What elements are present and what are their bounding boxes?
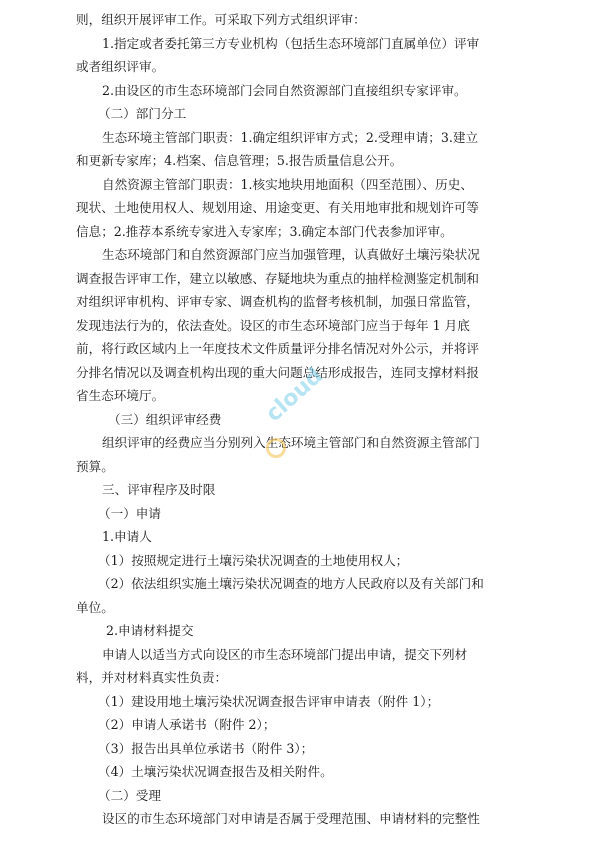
text-line: 前，将行政区域内上一年度技术文件质量评分排名情况对外公示，并将评 [76,341,479,356]
text-line: 设区的市生态环境部门对申请是否属于受理范围、申请材料的完整性 [102,811,480,826]
section-heading: （二）受理 [98,788,161,803]
text-line: 调查报告评审工作，建立以敏感、存疑地块为重点的抽样检测鉴定机制和 [76,271,479,286]
text-line: （3）报告出具单位承诺书（附件 3）； [98,741,314,756]
text-line: （2）依法组织实施土壤污染状况调查的地方人民政府以及有关部门和 [98,576,484,591]
text-line: 发现违法行为的，依法查处。设区的市生态环境部门应当于每年 1 月底 [76,318,470,333]
text-line: 单位。 [76,600,114,615]
text-line: 2.申请材料提交 [106,623,194,638]
text-line: 2.由设区的市生态环境部门会同自然资源部门直接组织专家评审。 [102,83,467,98]
text-line: 1.申请人 [102,529,152,544]
section-heading: 三、评审程序及时限 [102,482,216,497]
text-line: （1）按照规定进行土壤污染状况调查的土地使用权人； [98,553,409,568]
text-line: 和更新专家库；4.档案、信息管理；5.报告质量信息公开。 [76,153,403,168]
text-line: 申请人以适当方式向设区的市生态环境部门提出申请，提交下列材 [102,647,468,662]
text-line: 料，并对材料真实性负责： [76,670,228,685]
text-line: （2）申请人承诺书（附件 2）； [98,717,276,732]
text-line: 则，组织开展评审工作。可采取下列方式组织评审： [76,12,366,27]
watermark-text: cloud [261,363,328,427]
section-heading: （二）部门分工 [98,106,187,121]
text-line: 省生态环境厅。 [76,388,165,403]
section-heading: （三）组织评审经费 [108,412,222,427]
text-line: 组织评审的经费应当分别列入生态环境主管部门和自然资源主管部门 [102,435,480,450]
text-line: 预算。 [76,459,114,474]
text-line: （4）土壤污染状况调查报告及相关附件。 [98,764,333,779]
text-line: 生态环境主管部门职责：1.确定组织评审方式；2.受理申请；3.建立 [102,130,479,145]
text-line: （1）建设用地土壤污染状况调查报告评审申请表（附件 1）； [98,694,440,709]
text-line: 自然资源主管部门职责：1.核实地块用地面积（四至范围）、历史、 [102,177,473,192]
text-line: 1.指定或者委托第三方专业机构（包括生态环境部门直属单位）评审 [102,36,480,51]
text-line: 或者组织评审。 [76,59,165,74]
section-heading: （一）申请 [98,506,161,521]
text-line: 对组织评审机构、评审专家、调查机构的监督考核机制，加强日常监管， [76,294,479,309]
watermark-logo [258,363,358,466]
text-line: 信息；2.推荐本系统专家进入专家库；3.确定本部门代表参加评审。 [76,224,453,239]
watermark-ring-icon [266,438,286,458]
text-line: 现状、土地使用权人、规划用途、用途变更、有关用地审批和规划许可等 [76,200,479,215]
text-line: 生态环境部门和自然资源部门应当加强管理，认真做好土壤污染状况 [102,247,480,262]
text-line: 分排名情况以及调查机构出现的重大问题总结形成报告，连同支撑材料报 [76,365,479,380]
